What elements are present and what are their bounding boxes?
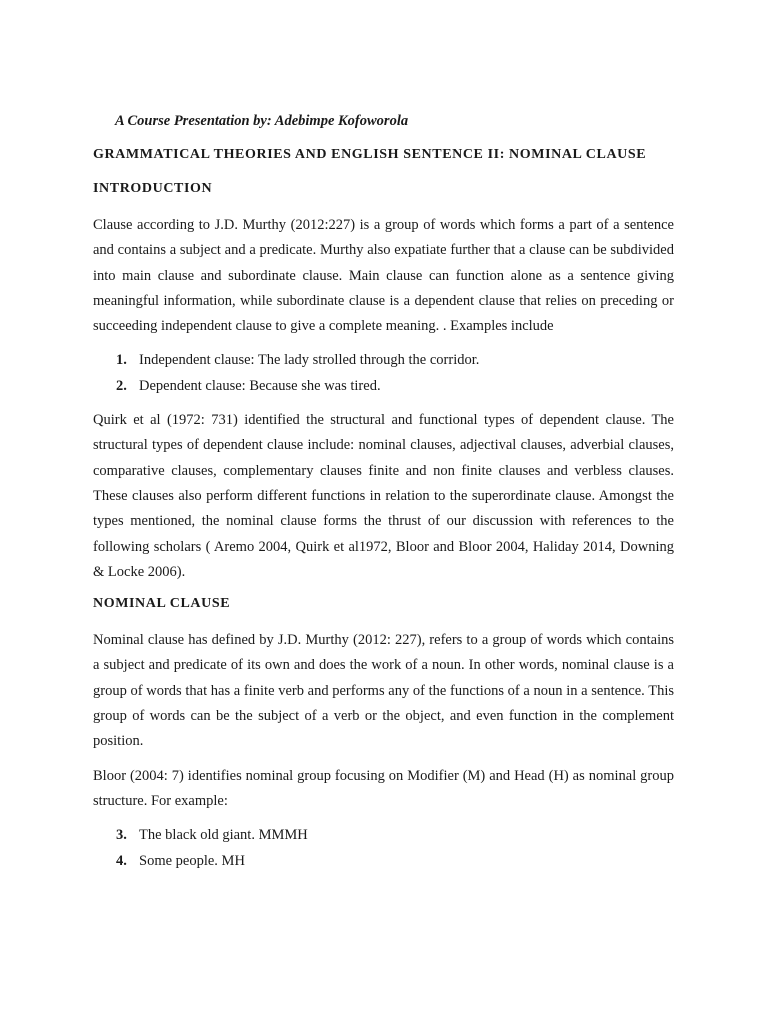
quirk-paragraph: Quirk et al (1972: 731) identified the structural and functional types of dependent clause. The structural types of dependent clause include: nominal clauses, adjectival clauses, adverbial clauses, comparative clauses, complementary clauses finite and non finite clauses and verbless clauses. These clauses also perform different functions in relation to the superordinate clause. Amongst the types mentioned, the nominal clause forms the thrust of our discussion with references to the following scholars ( Aremo 2004, Quirk et al1972, Bloor and Bloor 2004, Haliday 2014, Downing & Locke 2006). [93,412,674,580]
nominal-clause-heading: NOMINAL CLAUSE [93,596,231,612]
examples-list-2 [93,823,674,874]
list-item-text: Some people. MH [139,852,245,869]
list-item [93,374,674,399]
list-item-number: 2. [116,377,127,394]
bloor-paragraph: Bloor (2004: 7) identifies nominal group focusing on Modifier (M) and Head (H) as nominal group structure. For example: [93,767,674,809]
document-title: GRAMMATICAL THEORIES AND ENGLISH SENTENCE II: NOMINAL CLAUSE [93,147,647,162]
nominal-paragraph: Nominal clause has defined by J.D. Murthy (2012: 227), refers to a group of words which contains a subject and predicate of its own and does the work of a noun. In other words, nominal clause is a group of words that has a finite verb and performs any of the functions of a noun in a sentence. This group of words can be the subject of a verb or the object, and even function in the complement position. [93,632,674,750]
list-item-number: 1. [116,352,127,369]
list-item [93,823,674,848]
list-item [93,849,674,874]
list-item-text: Dependent clause: Because she was tired. [139,377,381,394]
list-item-text: Independent clause: The lady strolled through the corridor. [139,352,480,369]
list-item-number: 4. [116,852,127,869]
examples-list-1 [93,348,674,399]
list-item [93,348,674,373]
introduction-heading: INTRODUCTION [93,181,213,196]
intro-paragraph: Clause according to J.D. Murthy (2012:227) is a group of words which forms a part of a sentence and contains a subject and a predicate. Murthy also expatiate further that a clause can be subdivided into main clause and subordinate clause. Main clause can function alone as a sentence giving meaningful information, while subordinate clause is a dependent clause that relies on preceding or succeeding independent clause to give a complete meaning. . Examples include [93,217,674,335]
document-page [93,112,674,883]
list-item-number: 3. [116,827,127,844]
byline: A Course Presentation by: Adebimpe Kofoworola [115,113,409,129]
list-item-text: The black old giant. MMMH [139,827,308,844]
